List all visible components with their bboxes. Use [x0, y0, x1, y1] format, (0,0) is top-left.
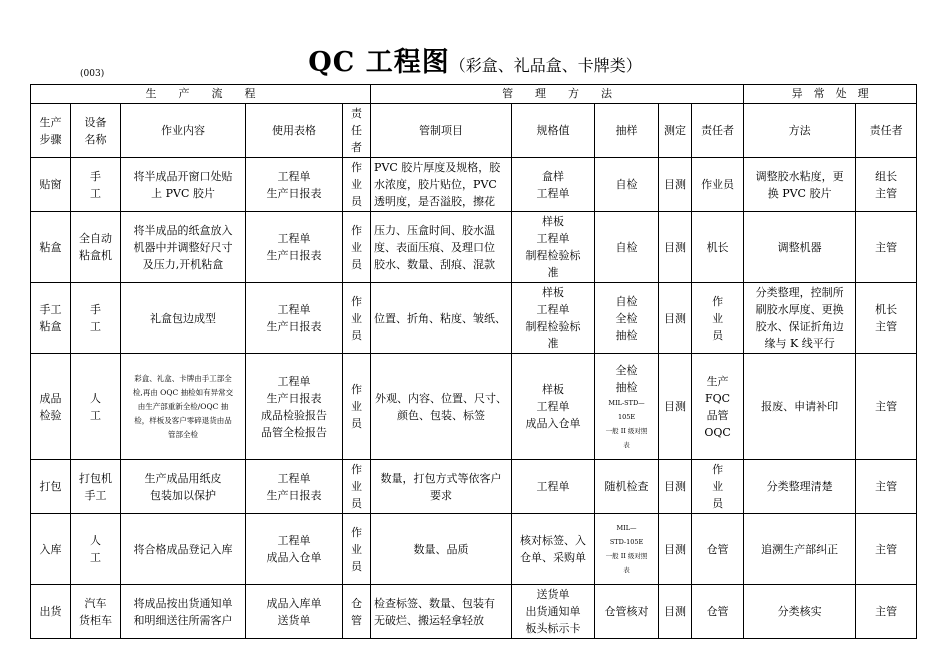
cell-owner-exception: 组长 主管	[856, 158, 917, 212]
cell-control-items: 检查标签、数量、包装有 无破烂、搬运轻拿轻放	[371, 585, 512, 639]
cell-owner-production: 作 业 员	[343, 158, 371, 212]
cell-forms: 工程单 生产日报表	[246, 158, 343, 212]
cell-equipment: 全自动 粘盒机	[71, 212, 121, 283]
cell-owner-production: 作 业 员	[343, 460, 371, 514]
header-owner-exception: 责任者	[856, 104, 917, 158]
cell-spec: 工程单	[512, 460, 595, 514]
sampling-standard-note: MIL-STD— 105E 一般 II 级对照 表	[605, 398, 648, 449]
cell-owner-management: 生产 FQC 品管 OQC	[692, 354, 744, 460]
cell-owner-exception: 主管	[856, 212, 917, 283]
header-method: 方法	[744, 104, 856, 158]
cell-method: 报废、申请补印	[744, 354, 856, 460]
cell-owner-exception: 主管	[856, 514, 917, 585]
cell-control-items: 数量，打包方式等依客户 要求	[371, 460, 512, 514]
cell-sampling	[595, 514, 659, 585]
cell-owner-production: 作 业 员	[343, 212, 371, 283]
table-row	[31, 283, 917, 354]
cell-work: 将半成品开窗口处贴 上 PVC 胶片	[121, 158, 246, 212]
cell-owner-production: 作 业 员	[343, 354, 371, 460]
cell-owner-management: 作业员	[692, 158, 744, 212]
cell-forms: 工程单 生产日报表 成品检验报告 品管全检报告	[246, 354, 343, 460]
title-subtitle: （彩盒、礼品盒、卡牌类）	[449, 56, 642, 75]
cell-owner-management: 作 业 员	[692, 283, 744, 354]
cell-method: 调整机器	[744, 212, 856, 283]
cell-control-items: 位置、折角、粘度、皱纸、	[371, 283, 512, 354]
cell-control-items: 数量、品质	[371, 514, 512, 585]
page-title	[0, 40, 950, 79]
cell-forms: 成品入库单 送货单	[246, 585, 343, 639]
table-row	[31, 158, 917, 212]
cell-step: 成品 检验	[31, 354, 71, 460]
cell-equipment: 手 工	[71, 158, 121, 212]
header-owner-production: 责任 者	[343, 104, 371, 158]
cell-step: 入库	[31, 514, 71, 585]
cell-step: 粘盒	[31, 212, 71, 283]
cell-work: 将成品按出货通知单 和明细送往所需客户	[121, 585, 246, 639]
document-number: (003)	[80, 69, 105, 79]
cell-sampling: 自检	[595, 158, 659, 212]
cell-method: 追溯生产部纠正	[744, 514, 856, 585]
cell-work: 生产成品用纸皮 包装加以保护	[121, 460, 246, 514]
cell-equipment: 打包机 手工	[71, 460, 121, 514]
cell-owner-production: 作 业 员	[343, 514, 371, 585]
cell-spec: 样板 工程单 制程检验标 准	[512, 283, 595, 354]
section-management: 管 理 方 法	[371, 85, 744, 104]
cell-equipment: 人 工	[71, 354, 121, 460]
cell-forms: 工程单 成品入仓单	[246, 514, 343, 585]
cell-sampling: 仓管核对	[595, 585, 659, 639]
cell-equipment: 人 工	[71, 514, 121, 585]
cell-owner-production: 仓 管	[343, 585, 371, 639]
cell-forms: 工程单 生产日报表	[246, 212, 343, 283]
cell-equipment: 手 工	[71, 283, 121, 354]
table-row	[31, 354, 917, 460]
header-step: 生产 步骤	[31, 104, 71, 158]
cell-owner-management: 作 业 员	[692, 460, 744, 514]
header-equipment: 设备 名称	[71, 104, 121, 158]
table-row	[31, 212, 917, 283]
cell-spec: 核对标签、入 仓单、采购单	[512, 514, 595, 585]
table-row	[31, 514, 917, 585]
cell-control-items: PVC 胶片厚度及规格，胶 水浓度，胶片贴位，PVC 透明度，是否溢胶，擦花	[371, 158, 512, 212]
cell-step: 手工 粘盒	[31, 283, 71, 354]
cell-sampling: 随机检查	[595, 460, 659, 514]
cell-step: 打包	[31, 460, 71, 514]
cell-measure: 目测	[659, 354, 692, 460]
header-sampling: 抽样	[595, 104, 659, 158]
cell-spec: 样板 工程单 制程检验标 准	[512, 212, 595, 283]
cell-owner-exception: 主管	[856, 354, 917, 460]
cell-sampling: 自检 全检 抽检	[595, 283, 659, 354]
section-production: 生 产 流 程	[31, 85, 371, 104]
cell-measure: 目测	[659, 212, 692, 283]
cell-control-items: 压力、压盒时间、胶水温 度、表面压痕、及理口位 胶水、数量、刮痕、混款	[371, 212, 512, 283]
header-owner-management: 责任者	[692, 104, 744, 158]
cell-owner-management: 仓管	[692, 585, 744, 639]
cell-work: 彩盒、礼盒、卡牌由手工部全 检,再由 OQC 抽检如有异常交 由生产部重新全检/OQC 抽 检，样板及客户零碎退货由品 管部全检	[121, 354, 246, 460]
cell-method: 分类整理，控制所 刷胶水厚度、更换 胶水、保证折角边 缘与 K 线平行	[744, 283, 856, 354]
cell-sampling: 全检 抽检 MIL-STD— 105E 一般 II 级对照 表	[595, 354, 659, 460]
cell-owner-management: 仓管	[692, 514, 744, 585]
header-forms: 使用表格	[246, 104, 343, 158]
cell-measure: 目测	[659, 460, 692, 514]
cell-owner-management: 机长	[692, 212, 744, 283]
cell-equipment: 汽车 货柜车	[71, 585, 121, 639]
cell-spec: 盒样 工程单	[512, 158, 595, 212]
cell-owner-exception: 机长 主管	[856, 283, 917, 354]
cell-step: 出货	[31, 585, 71, 639]
cell-spec: 送货单 出货通知单 板头标示卡	[512, 585, 595, 639]
cell-measure: 目测	[659, 585, 692, 639]
cell-forms: 工程单 生产日报表	[246, 283, 343, 354]
section-exception: 异 常 处 理	[744, 85, 917, 104]
cell-sampling: 自检	[595, 212, 659, 283]
column-header-row	[31, 104, 917, 158]
cell-owner-exception: 主管	[856, 460, 917, 514]
table-row	[31, 585, 917, 639]
cell-spec: 样板 工程单 成品入仓单	[512, 354, 595, 460]
cell-work: 礼盒包边成型	[121, 283, 246, 354]
sampling-standard-note: MIL— STD-105E 一般 II 级对照 表	[605, 524, 648, 574]
section-header-row	[31, 85, 917, 104]
cell-measure: 目测	[659, 158, 692, 212]
cell-owner-exception: 主管	[856, 585, 917, 639]
cell-measure: 目测	[659, 283, 692, 354]
cell-forms: 工程单 生产日报表	[246, 460, 343, 514]
cell-work: 将合格成品登记入库	[121, 514, 246, 585]
cell-method: 分类核实	[744, 585, 856, 639]
header-spec: 规格值	[512, 104, 595, 158]
cell-control-items: 外观、内容、位置、尺寸、 颜色、包装、标签	[371, 354, 512, 460]
cell-work: 将半成品的纸盒放入 机器中并调整好尺寸 及压力,开机粘盒	[121, 212, 246, 283]
cell-method: 分类整理清楚	[744, 460, 856, 514]
cell-owner-production: 作 业 员	[343, 283, 371, 354]
header-measure: 测定	[659, 104, 692, 158]
header-work: 作业内容	[121, 104, 246, 158]
cell-measure: 目测	[659, 514, 692, 585]
table-row	[31, 460, 917, 514]
qc-process-table	[30, 84, 917, 639]
table-body	[31, 158, 917, 639]
title-main: QC 工程图	[308, 47, 450, 78]
cell-step: 贴窗	[31, 158, 71, 212]
header-control-items: 管制项目	[371, 104, 512, 158]
cell-method: 调整胶水粘度，更 换 PVC 胶片	[744, 158, 856, 212]
